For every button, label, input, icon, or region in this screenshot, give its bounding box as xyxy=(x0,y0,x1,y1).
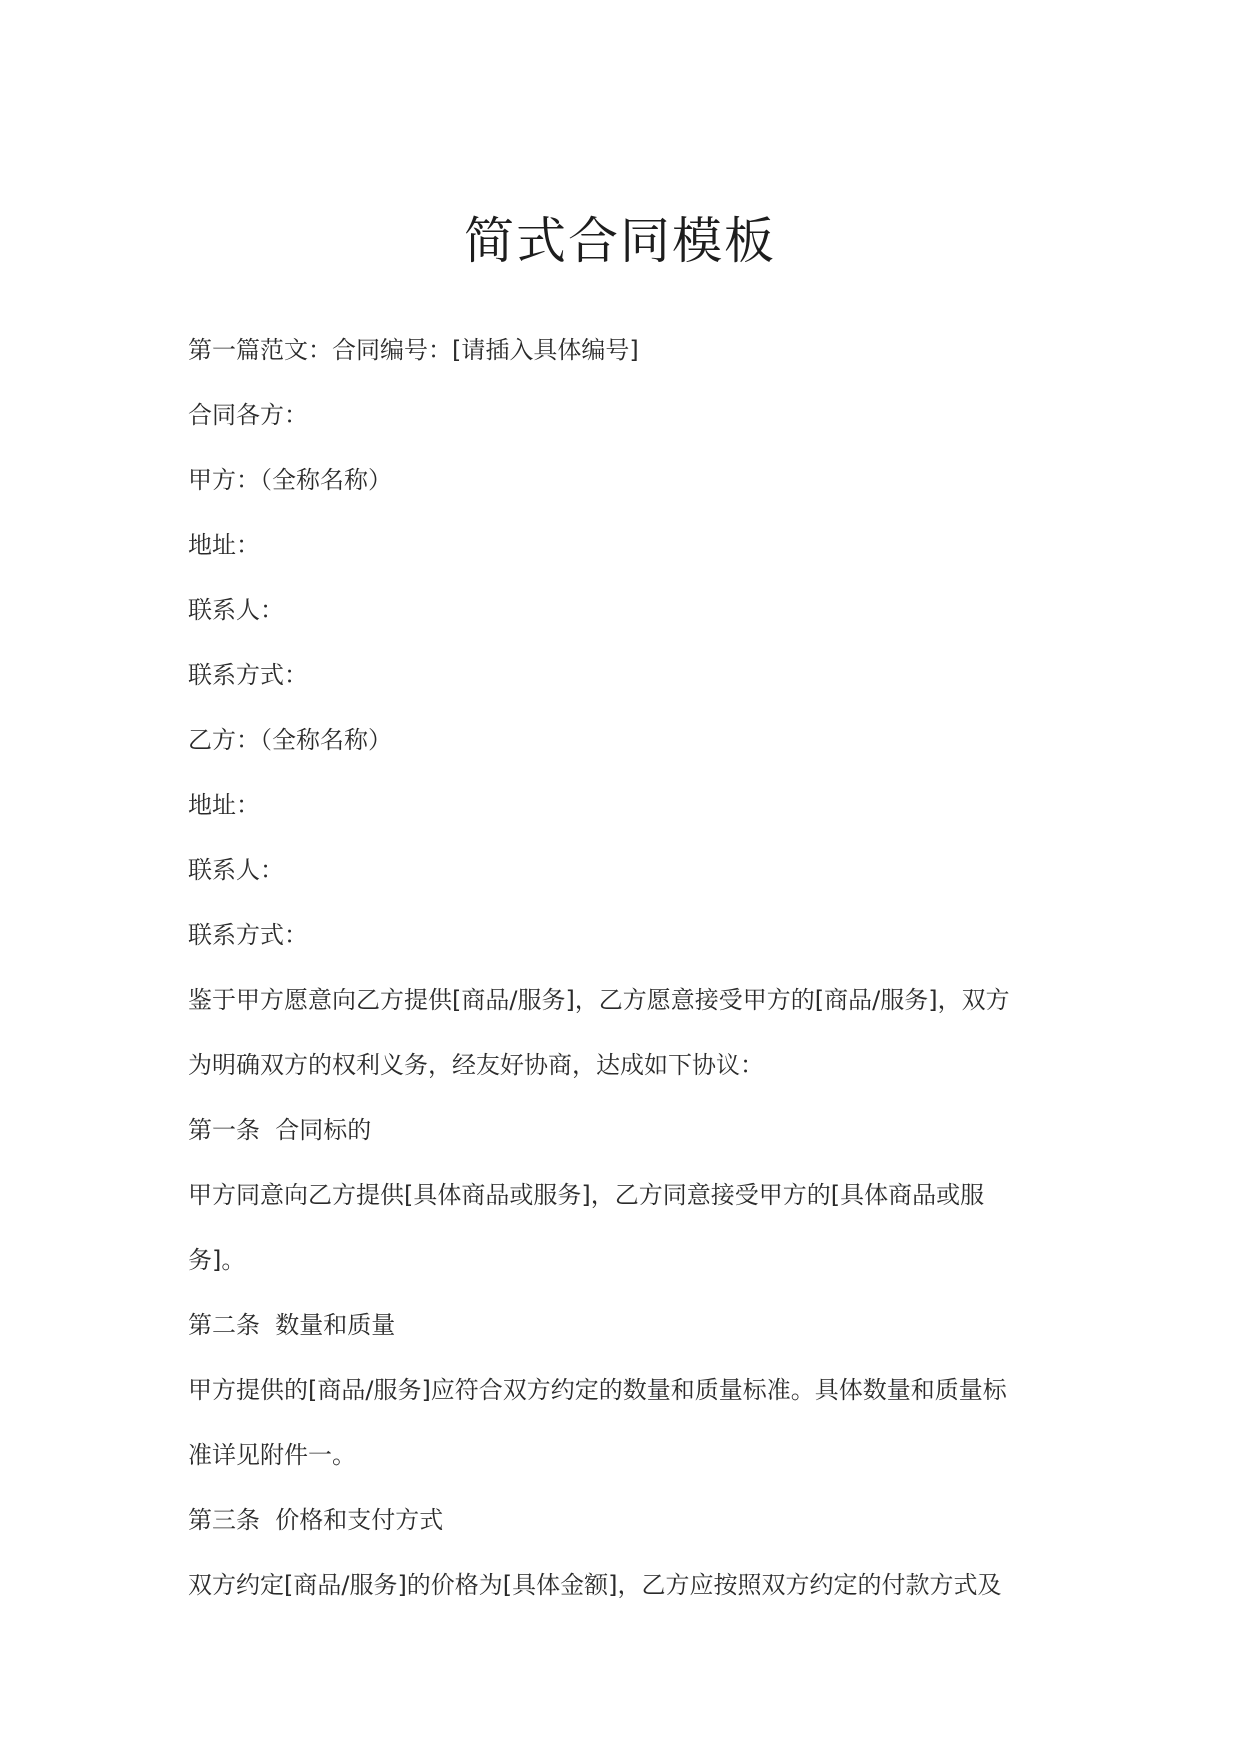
article-2-text-line-1: 甲方提供的[商品/服务]应符合双方约定的数量和质量标准。具体数量和质量标 xyxy=(188,1376,1007,1404)
party-a-contact-method-line: 联系方式： xyxy=(188,661,308,689)
article-2-heading: 第二条 数量和质量 xyxy=(188,1311,396,1339)
preamble-line-2: 为明确双方的权利义务，经友好协商，达成如下协议： xyxy=(188,1051,764,1079)
article-3-heading: 第三条 价格和支付方式 xyxy=(188,1506,444,1534)
document-body xyxy=(188,318,1048,1618)
party-b-name-line: 乙方：（全称名称） xyxy=(188,726,392,754)
parties-heading: 合同各方： xyxy=(188,401,308,429)
party-a-name-line: 甲方：（全称名称） xyxy=(188,466,392,494)
article-1-text-line-2: 务]。 xyxy=(188,1246,246,1274)
preamble-line-1: 鉴于甲方愿意向乙方提供[商品/服务]，乙方愿意接受甲方的[商品/服务]，双方 xyxy=(188,986,1010,1014)
party-a-contact-person-line: 联系人： xyxy=(188,596,284,624)
article-1-heading: 第一条 合同标的 xyxy=(188,1116,372,1144)
article-3-text-line-1: 双方约定[商品/服务]的价格为[具体金额]，乙方应按照双方约定的付款方式及 xyxy=(188,1571,1002,1599)
contract-number-line: 第一篇范文：合同编号：[请插入具体编号] xyxy=(188,336,639,364)
party-a-address-line: 地址： xyxy=(188,531,260,559)
party-b-contact-method-line: 联系方式： xyxy=(188,921,308,949)
document-title: 简式合同模板 xyxy=(464,212,776,270)
party-b-contact-person-line: 联系人： xyxy=(188,856,284,884)
article-1-text-line-1: 甲方同意向乙方提供[具体商品或服务]，乙方同意接受甲方的[具体商品或服 xyxy=(188,1181,985,1209)
party-b-address-line: 地址： xyxy=(188,791,260,819)
article-2-text-line-2: 准详见附件一。 xyxy=(188,1441,356,1469)
